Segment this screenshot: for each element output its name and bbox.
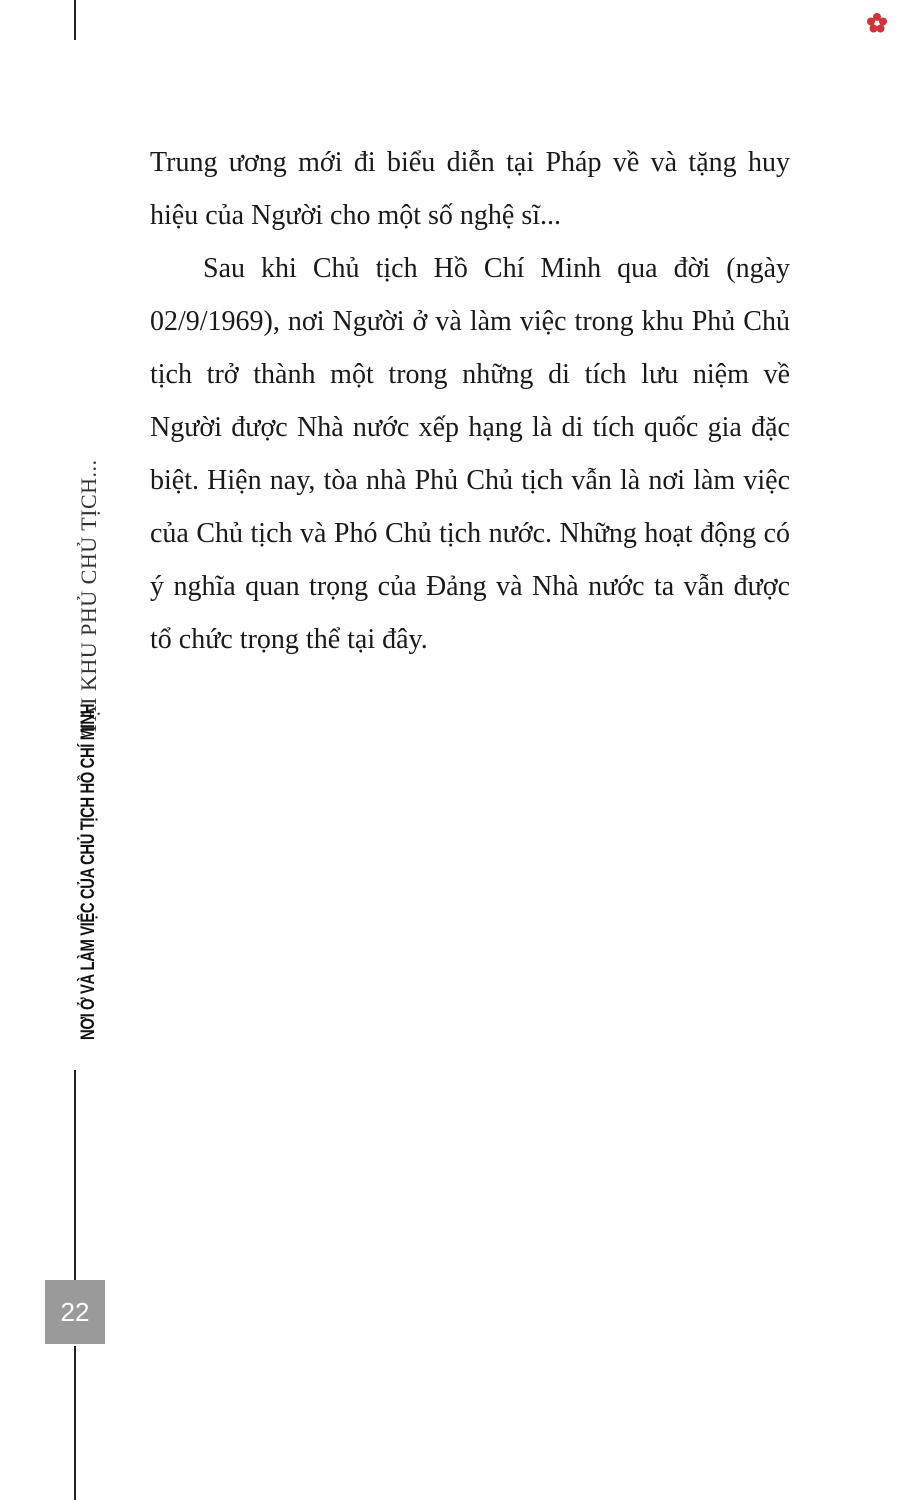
margin-rule-middle bbox=[74, 1070, 76, 1280]
running-head-bold: NƠI Ở VÀ LÀM VIỆC CỦA CHỦ TỊCH HỒ CHÍ MINH bbox=[78, 703, 99, 1040]
margin-rule-bottom bbox=[74, 1346, 76, 1500]
running-head-light: TẠI KHU PHỦ CHỦ TỊCH... bbox=[76, 459, 101, 736]
flower-ornament-icon bbox=[866, 12, 888, 34]
page-number: 22 bbox=[45, 1280, 105, 1344]
paragraph-2: Sau khi Chủ tịch Hồ Chí Minh qua đời (ngày 02/9/1969), nơi Người ở và làm việc trong khu Phủ Chủ tịch trở thành một trong những di tích lưu niệm về Người được Nhà nước xếp hạng là di tích quốc gia đặc biệt. Hiện nay, tòa nhà Phủ Chủ tịch vẫn là nơi làm việc của Chủ tịch và Phó Chủ tịch nước. Những hoạt động có ý nghĩa quan trọng của Đảng và Nhà nước ta vẫn được tổ chức trọng thể tại đây. bbox=[150, 253, 790, 655]
running-head bbox=[74, 40, 104, 1040]
body-text bbox=[150, 136, 790, 666]
paragraph-1: Trung ương mới đi biểu diễn tại Pháp về và tặng huy hiệu của Người cho một số nghệ sĩ... bbox=[150, 147, 790, 231]
